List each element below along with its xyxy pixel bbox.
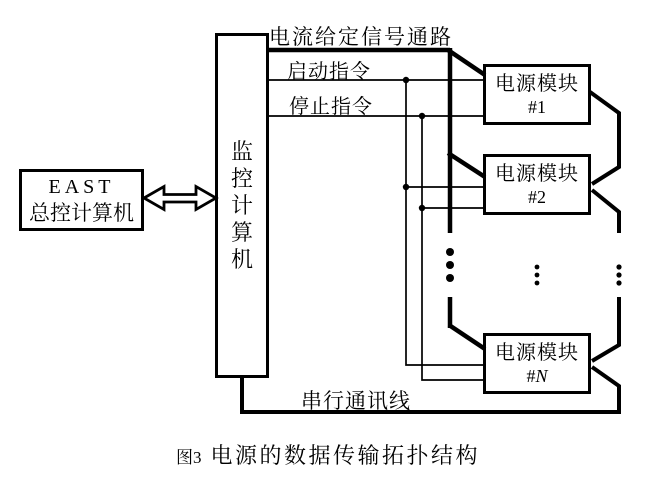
east-master-computer-box [19, 169, 144, 231]
modules-ellipsis-dot [535, 265, 540, 270]
start-command-label: 启动指令 [287, 61, 371, 83]
east-box-title: EAST [48, 176, 115, 198]
power-module-2-box [483, 154, 591, 215]
stop-command-line [267, 116, 484, 380]
current-signal-path-label: 电流给定信号通路 [269, 25, 453, 49]
figure-caption [0, 439, 656, 470]
power-module-1-label: 电源模块 [495, 72, 579, 95]
stop-command-label: 停止指令 [289, 96, 373, 118]
power-module-1-box [483, 64, 591, 125]
serial-ellipsis-dot [616, 264, 621, 269]
power-module-1-number: #1 [528, 96, 546, 117]
trunk-ellipsis-dot [446, 274, 454, 282]
power-module-n-number: #N [526, 365, 548, 386]
modules-ellipsis-dot [535, 281, 540, 286]
junction-dot [403, 77, 409, 83]
start-command-line [267, 80, 484, 365]
east-box-subtitle: 总控计算机 [29, 201, 134, 225]
serial-comm-line-label: 串行通讯线 [301, 389, 411, 413]
power-module-n-box [483, 333, 591, 394]
current-signal-branch-2 [448, 153, 485, 177]
power-module-2-label: 电源模块 [495, 162, 579, 185]
junction-dot [419, 205, 425, 211]
monitor-box-label: 监控计算机 [231, 139, 254, 272]
figure-caption-text: 电源的数据传输拓扑结构 [210, 443, 480, 468]
figure-caption-number: 图3 [175, 448, 202, 467]
monitor-computer-box [215, 33, 269, 378]
junction-dot [403, 184, 409, 190]
power-module-2-number: #2 [528, 186, 546, 207]
power-module-n-label: 电源模块 [495, 341, 579, 364]
trunk-ellipsis-dot [446, 248, 454, 256]
trunk-ellipsis-dot [446, 261, 454, 269]
serial-ellipsis-dot [616, 272, 621, 277]
serial-ellipsis-dot [616, 280, 621, 285]
modules-ellipsis-dot [535, 273, 540, 278]
bidirectional-arrow-icon [144, 187, 216, 210]
current-signal-branch-n [449, 325, 485, 349]
junction-dot [419, 113, 425, 119]
current-signal-branch-1 [448, 50, 485, 75]
